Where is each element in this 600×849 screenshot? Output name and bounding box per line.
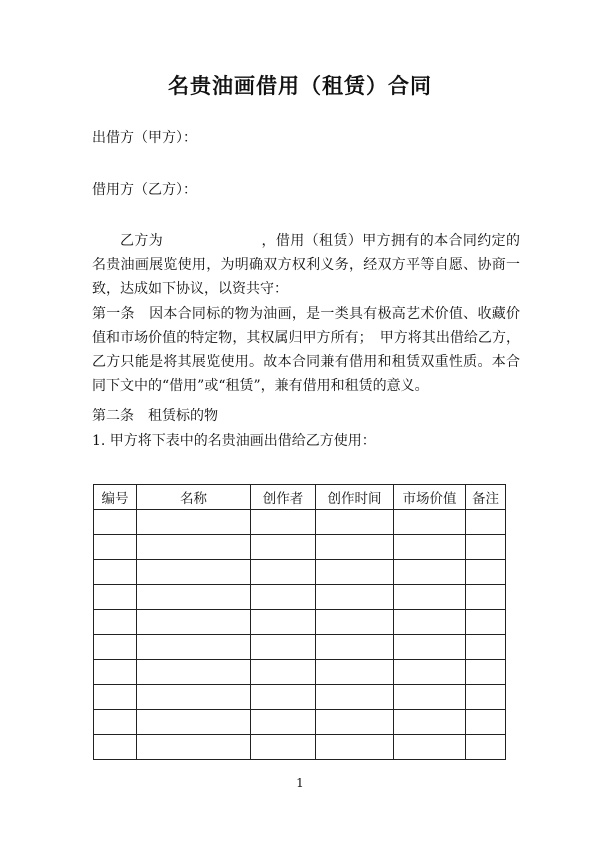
table-cell [251,735,316,760]
table-cell [94,685,137,710]
table-cell [251,685,316,710]
table-cell [316,710,394,735]
header-name: 名称 [137,485,251,510]
table-cell [251,660,316,685]
paintings-table [93,484,506,760]
table-header-row [94,485,506,510]
lender-label: 出借方（甲方）： [92,130,197,146]
table-cell [394,635,466,660]
header-market-value: 市场价值 [394,485,466,510]
table-cell [137,560,251,585]
table-row [94,585,506,610]
table-cell [94,635,137,660]
table-cell [94,585,137,610]
table-cell [137,735,251,760]
header-remarks: 备注 [466,485,506,510]
table-row [94,635,506,660]
table-cell [94,660,137,685]
table-cell [394,510,466,535]
table-cell [466,710,506,735]
page-number: 1 [296,776,304,790]
table-cell [394,685,466,710]
contract-title: 名贵油画借用（租赁）合同 [168,74,432,98]
table-row [94,660,506,685]
table-cell [316,510,394,535]
table-cell [394,710,466,735]
table-cell [466,685,506,710]
table-cell [137,610,251,635]
table-cell [251,585,316,610]
header-creation-time: 创作时间 [316,485,394,510]
table-cell [137,510,251,535]
borrower-label: 借用方（乙方）： [92,182,197,198]
table-cell [466,660,506,685]
table-cell [316,735,394,760]
intro-suffix: ，借用（租赁）甲方拥有的本合同约定的名贵油画展览使用，为明确双方权利义务，经双方平等自愿、协商一致，达成如下协议，以资共守： [92,233,521,297]
table-cell [94,710,137,735]
table-cell [251,510,316,535]
table-cell [137,535,251,560]
table-cell [466,735,506,760]
table-row [94,710,506,735]
table-cell [251,635,316,660]
table-cell [94,560,137,585]
table-cell [466,560,506,585]
article-1: 第一条 因本合同标的物为油画，是一类具有极高艺术价值、收藏价值和市场价值的特定物，其权属归甲方所有； 甲方将其出借给乙方，乙方只能是将其展览使用。故本合同兼有借用和租赁双重性质。本合同下文中的“借用”或“租赁”，兼有借用和租赁的意义。 [92,306,520,394]
table-row [94,610,506,635]
table-cell [394,585,466,610]
table-cell [316,685,394,710]
table-row [94,535,506,560]
table-cell [466,535,506,560]
table-cell [316,560,394,585]
table-cell [394,535,466,560]
table-cell [137,660,251,685]
table-cell [94,735,137,760]
table-cell [394,560,466,585]
table-row [94,685,506,710]
table-row [94,560,506,585]
table-cell [137,710,251,735]
table-cell [316,585,394,610]
clause-1: 1. 甲方将下表中的名贵油画出借给乙方使用： [92,433,376,449]
table-cell [251,560,316,585]
table-cell [137,635,251,660]
table-cell [394,735,466,760]
header-creator: 创作者 [251,485,316,510]
table-cell [316,535,394,560]
table-cell [94,535,137,560]
table-cell [316,610,394,635]
table-row [94,510,506,535]
table-cell [137,685,251,710]
table-cell [94,510,137,535]
table-cell [316,635,394,660]
intro-prefix: 乙方为 [120,233,164,249]
table-cell [394,660,466,685]
table-cell [94,610,137,635]
table-cell [466,635,506,660]
table-row [94,735,506,760]
table-cell [466,610,506,635]
table-cell [466,585,506,610]
table-cell [137,585,251,610]
table-cell [316,660,394,685]
table-cell [251,610,316,635]
table-body [94,510,506,760]
table-cell [251,535,316,560]
intro-paragraph [92,229,520,301]
table-cell [466,510,506,535]
table-cell [394,610,466,635]
article-2-heading: 第二条 租赁标的物 [92,408,218,424]
table-cell [251,710,316,735]
header-number: 编号 [94,485,137,510]
